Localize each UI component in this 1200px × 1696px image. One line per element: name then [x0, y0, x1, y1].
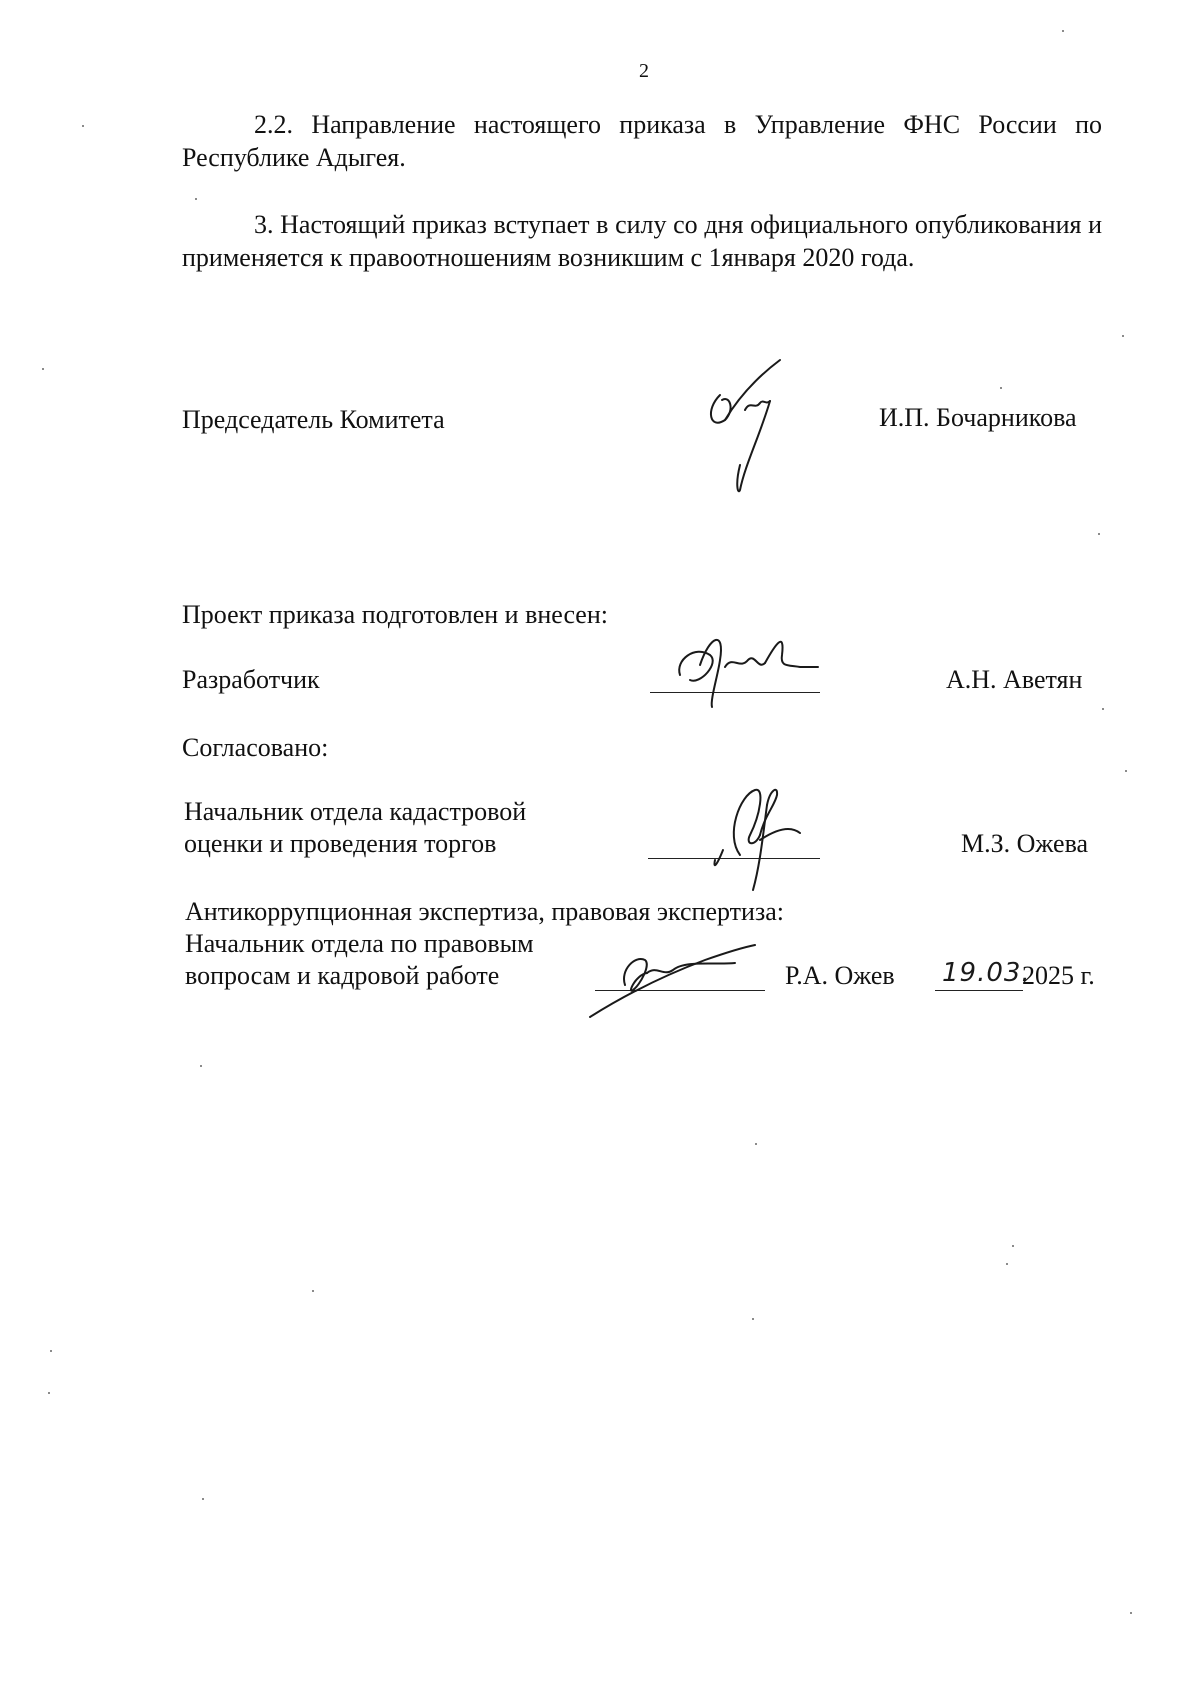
scan-speck: [312, 1290, 314, 1292]
expertise-name: Р.А. Ожев: [785, 961, 895, 990]
scan-speck: [195, 198, 197, 200]
scan-speck: [200, 1065, 202, 1067]
scan-speck: [1006, 1263, 1008, 1265]
scan-speck: [1012, 1245, 1014, 1247]
scan-speck: [752, 1318, 754, 1320]
developer-position: Разработчик: [182, 665, 320, 694]
scan-speck: [755, 1143, 757, 1145]
paragraph-3: 3. Настоящий приказ вступает в силу со дня официального опубликования и применяется к правоотношениям возникшим с 1января 2020 года.: [182, 210, 1102, 272]
scan-speck: [1122, 335, 1124, 337]
cadastral-head-position-line1: Начальник отдела кадастровой: [184, 797, 527, 826]
cadastral-head-signature: [705, 775, 815, 895]
expertise-signature: [585, 925, 770, 1025]
scan-speck: [50, 1350, 52, 1352]
expertise-position-line2: вопросам и кадровой работе: [185, 961, 500, 990]
prepared-by-label: Проект приказа подготовлен и внесен:: [182, 600, 608, 629]
expertise-position-line1: Начальник отдела по правовым: [185, 929, 534, 958]
agreed-label: Согласовано:: [182, 733, 329, 762]
chairman-signature: [700, 355, 800, 495]
scan-speck: [1000, 387, 1002, 389]
page-number: 2: [639, 60, 649, 82]
scan-speck: [1102, 708, 1104, 710]
cadastral-head-position-line2: оценки и проведения торгов: [184, 829, 497, 858]
developer-signature: [670, 625, 830, 710]
expertise-heading: Антикоррупционная экспертиза, правовая экспертиза:: [185, 897, 784, 926]
expertise-date-handwritten: 19.03.: [942, 958, 1031, 988]
paragraph-2-2: 2.2. Направление настоящего приказа в Управление ФНС России по Республике Адыгея.: [182, 110, 1102, 172]
scan-speck: [82, 125, 84, 127]
scan-speck: [1130, 1612, 1132, 1614]
scan-speck: [48, 1392, 50, 1394]
developer-name: А.Н. Аветян: [946, 665, 1083, 694]
expertise-date-line: [935, 990, 1023, 991]
scan-speck: [1098, 533, 1100, 535]
scan-speck: [1125, 770, 1127, 772]
scan-speck: [1062, 30, 1064, 32]
expertise-year: 2025 г.: [1022, 961, 1095, 990]
cadastral-head-name: М.З. Ожева: [961, 829, 1089, 858]
chairman-name: И.П. Бочарникова: [879, 403, 1077, 432]
scan-speck: [202, 1498, 204, 1500]
scan-speck: [42, 368, 44, 370]
chairman-position: Председатель Комитета: [182, 405, 445, 434]
